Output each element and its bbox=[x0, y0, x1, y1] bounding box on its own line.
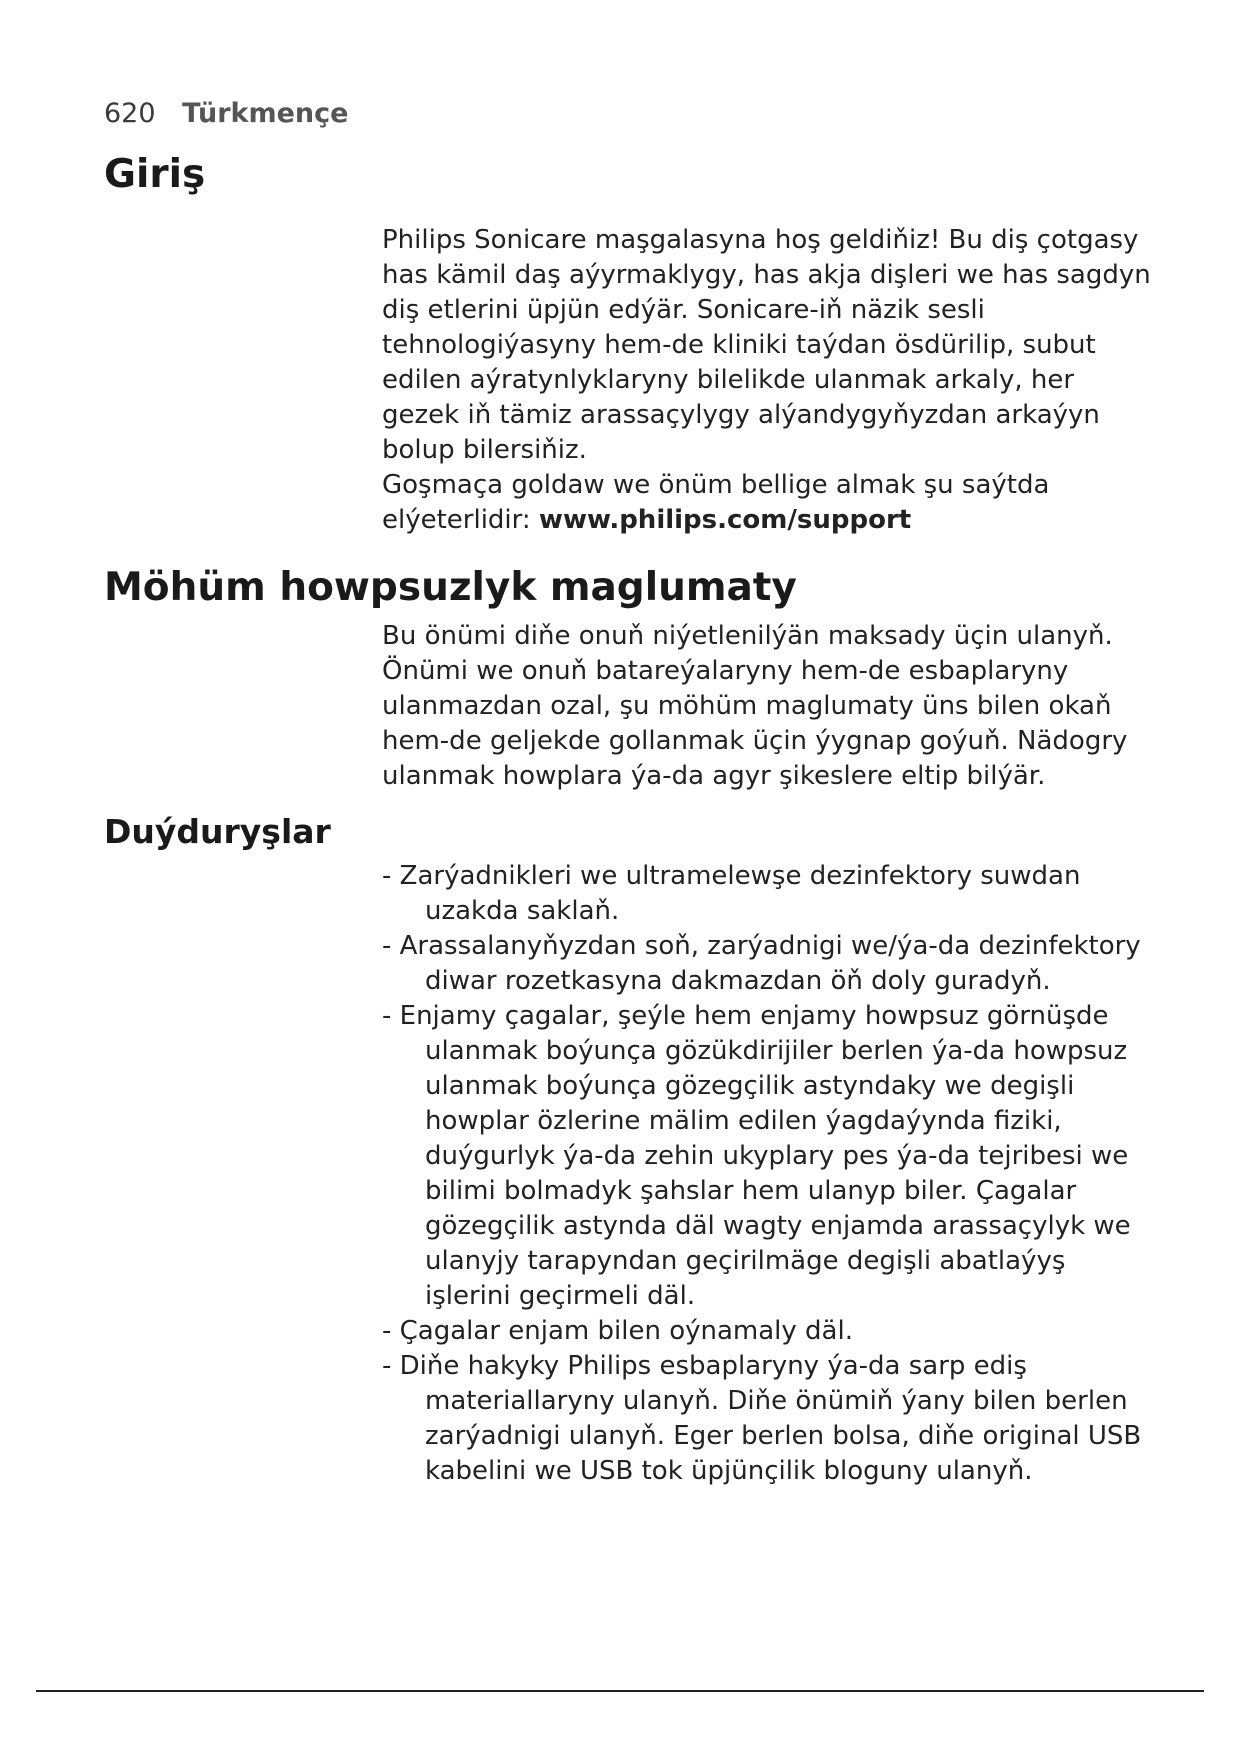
page-number: 620 bbox=[104, 98, 156, 129]
warning-item: - Enjamy çagalar, şeýle hem enjamy howpsuz görnüşde ulanmak boýunça gözükdirijiler berlen ýa-da howpsuz ulanmak boýunça gözegçilik astyndaky we degişli howplar özlerine mälim edilen ýagdaýynda fiziki, duýgurlyk ýa-da zehin ukyplary pes ýa-da tejribesi we bilimi bolmadyk şahslar hem ulanyp biler. Çagalar gözegçilik astynda däl wagty enjamda arassaçylyk we ulanyjy tarapyndan geçirilmäge degişli abatlaýyş işlerini geçirmeli däl. bbox=[382, 1001, 1131, 1311]
page-header bbox=[104, 98, 348, 129]
warning-item: - Diňe hakyky Philips esbaplaryny ýa-da sarp ediş materiallaryny ulanyň. Diňe önümiň ýany bilen berlen zarýadnigi ulanyň. Eger berlen bolsa, diňe original USB kabelini we USB tok üpjünçilik bloguny ulanyň. bbox=[382, 1351, 1142, 1486]
language-label: Türkmençe bbox=[182, 98, 349, 129]
warnings-section bbox=[382, 859, 1152, 1489]
warning-item: - Çagalar enjam bilen oýnamaly däl. bbox=[382, 1316, 853, 1346]
safety-heading: Möhüm howpsuzlyk maglumaty bbox=[104, 565, 797, 610]
intro-paragraph: Philips Sonicare maşgalasyna hoş geldiňiz! Bu diş çotgasy has kämil daş aýyrmaklygy, has akja dişleri we has sagdyn diş etlerini üpjün edýär. Sonicare-iň näzik sesli tehnologiýasyny hem-de kliniki taýdan ösdürilip, subut edilen aýratynlyklaryny bilelikde ulanmak arkaly, her gezek iň tämiz arassaçylygy alýandygyňyzdan arkaýyn bolup bilersiňiz. bbox=[382, 225, 1151, 465]
support-text: Goşmaça goldaw we önüm bellige almak şu saýtda elýeterlidir: bbox=[382, 470, 1050, 535]
warning-item: - Zarýadnikleri we ultramelewşe dezinfektory suwdan uzakda saklaň. bbox=[382, 861, 1081, 926]
support-link[interactable]: www.philips.com/support bbox=[538, 505, 912, 535]
safety-section bbox=[382, 619, 1152, 794]
intro-section bbox=[382, 223, 1152, 538]
intro-heading: Giriş bbox=[104, 152, 206, 197]
warning-item: - Arassalanyňyzdan soň, zarýadnigi we/ýa-da dezinfektory diwar rozetkasyna dakmazdan öň doly guradyň. bbox=[382, 931, 1141, 996]
warnings-list bbox=[382, 859, 1152, 1489]
footer-divider bbox=[36, 1690, 1204, 1692]
support-line bbox=[382, 468, 1152, 538]
warnings-heading: Duýduryşlar bbox=[104, 812, 331, 851]
safety-paragraph: Bu önümi diňe onuň niýetlenilýän maksady üçin ulanyň. Önümi we onuň batareýalaryny hem-de esbaplaryny ulanmazdan ozal, şu möhüm maglumaty üns bilen okaň hem-de geljekde gollanmak üçin ýygnap goýuň. Nädogry ulanmak howplara ýa-da agyr şikeslere eltip bilýär. bbox=[382, 621, 1128, 791]
